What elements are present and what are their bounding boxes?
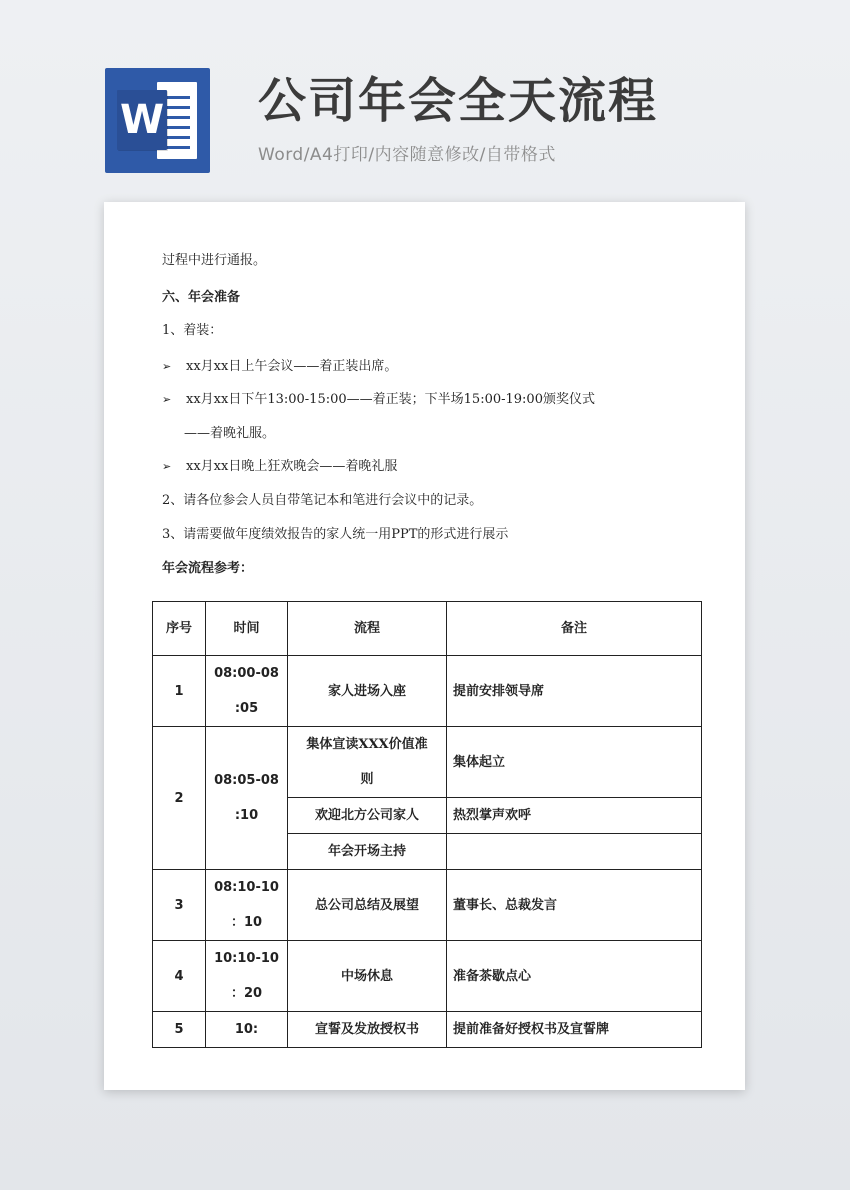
arrow-bullet-icon: ➢ [162,460,172,473]
cell-note: 提前安排领导席 [447,656,702,727]
cell-flow: 欢迎北方公司家人 [288,798,447,834]
bullet-text: xx月xx日下午13:00-15:00——着正装；下半场15:00-19:00颁奖仪式 [186,392,595,407]
cell-flow: 总公司总结及展望 [288,870,447,941]
item-notebook: 2、请各位参会人员自带笔记本和笔进行会议中的记录。 [162,493,483,508]
cell-flow: 中场休息 [288,941,447,1012]
cell-number: 5 [153,1012,206,1048]
header-number: 序号 [153,602,206,656]
paragraph-notice: 过程中进行通报。 [162,253,267,268]
table-row [153,656,702,727]
cell-number: 2 [153,727,206,870]
cell-note: 准备茶歇点心 [447,941,702,1012]
agenda-table [152,601,702,1048]
cell-note: 热烈掌声欢呼 [447,798,702,834]
header-note: 备注 [447,602,702,656]
bullet-text: xx月xx日晚上狂欢晚会——着晚礼服 [186,459,398,474]
document-page [104,202,745,1090]
arrow-bullet-icon: ➢ [162,360,172,373]
cell-note: 提前准备好授权书及宣誓牌 [447,1012,702,1048]
word-app-icon [105,68,210,173]
table-row [153,941,702,1012]
cell-flow: 宣誓及发放授权书 [288,1012,447,1048]
bullet-morning [162,357,397,377]
cell-time: 08:00-08 :05 [206,656,288,727]
arrow-bullet-icon: ➢ [162,393,172,406]
cell-number: 3 [153,870,206,941]
item-dress-code: 1、着装： [162,323,223,338]
bullet-afternoon [162,390,595,410]
cell-time: 08:10-10 ：10 [206,870,288,941]
cell-number: 4 [153,941,206,1012]
table-caption: 年会流程参考： [162,561,254,576]
cell-time: 10: [206,1012,288,1048]
page-title: 公司年会全天流程 [258,73,659,129]
page-subtitle: Word/A4打印/内容随意修改/自带格式 [258,145,556,165]
table-row [153,1012,702,1048]
table-row [153,727,702,798]
cell-note: 董事长、总裁发言 [447,870,702,941]
header-flow: 流程 [288,602,447,656]
header-time: 时间 [206,602,288,656]
cell-flow: 年会开场主持 [288,834,447,870]
table-header-row [153,602,702,656]
cell-note [447,834,702,870]
table-row [153,870,702,941]
item-ppt: 3、请需要做年度绩效报告的家人统一用PPT的形式进行展示 [162,527,509,542]
bullet-text: xx月xx日上午会议——着正装出席。 [186,359,398,374]
cell-time: 08:05-08 :10 [206,727,288,870]
bullet-afternoon-cont: ——着晚礼服。 [184,426,276,441]
logo-letter: W [119,97,165,143]
cell-number: 1 [153,656,206,727]
bullet-evening [162,457,397,477]
section-heading-preparation: 六、年会准备 [162,290,241,305]
cell-note: 集体起立 [447,727,702,798]
cell-flow: 家人进场入座 [288,656,447,727]
cell-time: 10:10-10 ：20 [206,941,288,1012]
cell-flow: 集体宣读XXX价值准 则 [288,727,447,798]
